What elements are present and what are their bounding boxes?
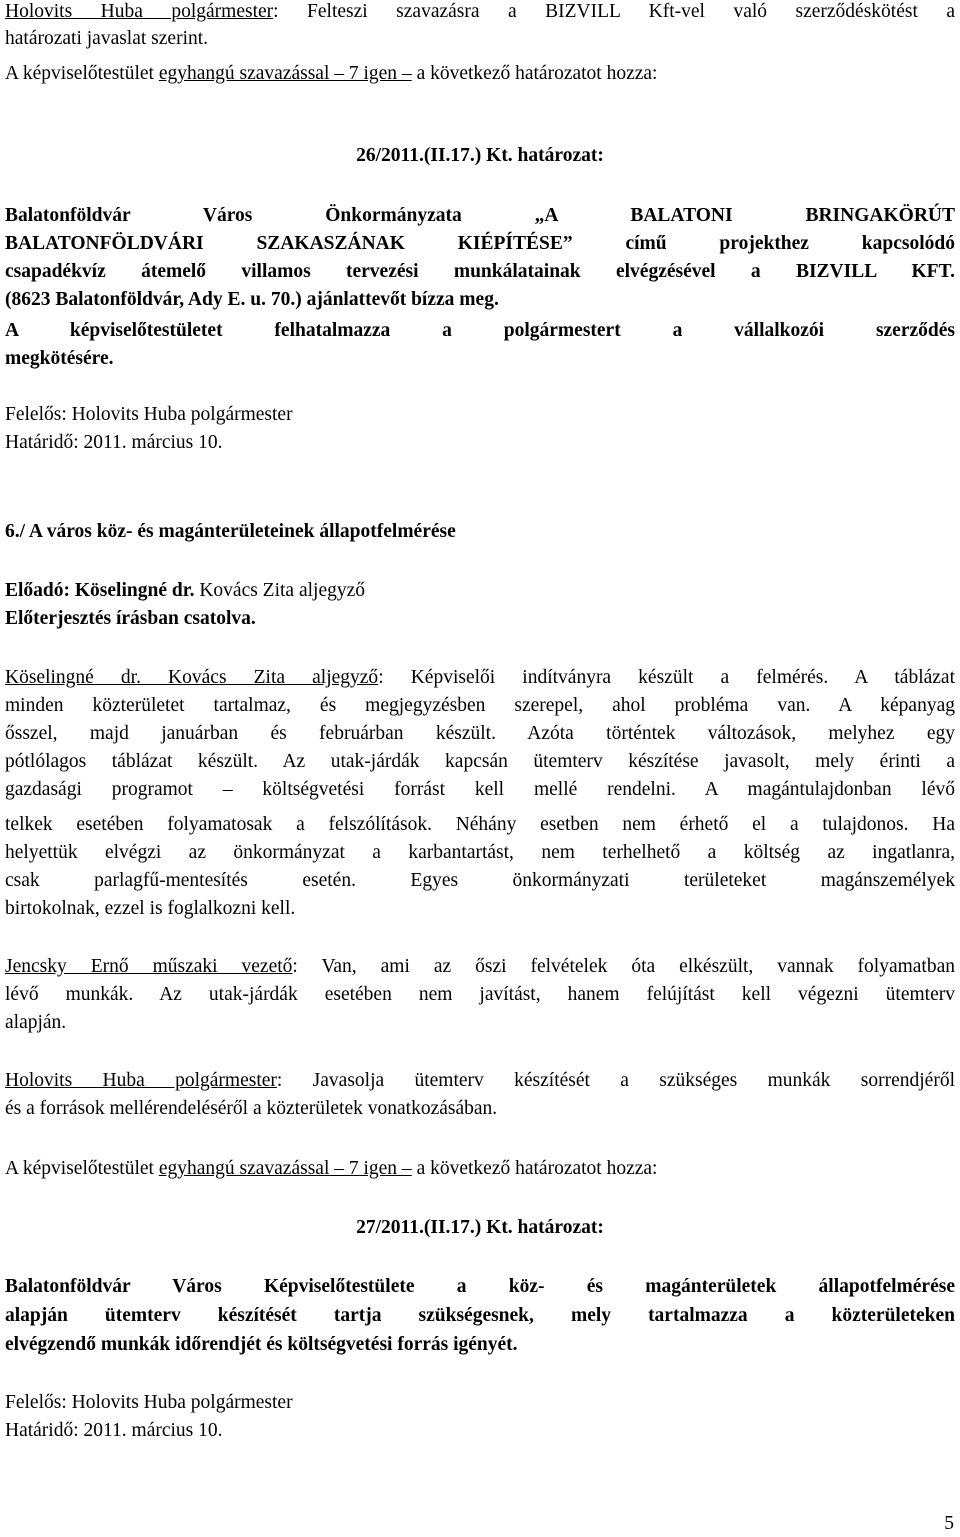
paragraph-line: Holovits Huba polgármester: Javasolja ütemterv készítését a szükséges munkák sorrendjéről [5, 1070, 955, 1091]
attachment-note: Előterjesztés írásban csatolva. [5, 608, 256, 629]
resolution-line: megkötésére. [5, 348, 114, 369]
page-number: 5 [944, 1513, 954, 1534]
paragraph-line: lévő munkák. Az utak-járdák esetében nem javítást, hanem felújítást kell végezni ütemterv [5, 984, 955, 1005]
paragraph-line: telkek esetében folyamatosak a felszólítások. Néhány esetben nem érhető el a tulajdonos. Ha [5, 814, 955, 835]
paragraph-line: gazdasági programot – költségvetési forrást kell mellé rendelni. A magántulajdonban lévő [5, 779, 955, 800]
resolution-line: Balatonföldvár Város Önkormányzata „A BALATONI BRINGAKÖRÚT [5, 205, 955, 226]
vote-line: A képviselőtestület egyhangú szavazással – 7 igen – a következő határozatot hozza: [5, 1158, 658, 1179]
speaker-name: Jencsky Ernő műszaki vezető [5, 956, 293, 977]
deadline-line: Határidő: 2011. március 10. [5, 1420, 223, 1441]
deadline-line: Határidő: 2011. március 10. [5, 432, 223, 453]
speech-text: : Felteszi szavazásra a BIZVILL Kft-vel való szerződéskötést a [273, 1, 955, 22]
agenda-title: 6./ A város köz- és magánterületeinek állapotfelmérése [5, 521, 456, 542]
paragraph-line: helyettük elvégzi az önkormányzat a karbantartást, nem terhelhető a költség az ingatlanra, [5, 842, 955, 863]
paragraph-line: ősszel, majd januárban és februárban készült. Azóta történtek változások, melyhez egy [5, 723, 955, 744]
vote-result: egyhangú szavazással – 7 igen – [158, 1158, 412, 1179]
paragraph-line: pótlólagos táblázat készült. Az utak-járdák kapcsán ütemterv készítése javasolt, mely érinti a [5, 751, 955, 772]
speaker-name: Köselingné dr. Kovács Zita aljegyző [5, 667, 379, 688]
resolution-line: Balatonföldvár Város Képviselőtestülete a köz- és magánterületek állapotfelmérése [5, 1276, 955, 1297]
paragraph-line: és a források mellérendeléséről a közterületek vonatkozásában. [5, 1098, 498, 1119]
paragraph-line: alapján. [5, 1012, 67, 1033]
resolution-line: (8623 Balatonföldvár, Ady E. u. 70.) ajánlattevőt bízza meg. [5, 289, 499, 310]
resolution-line: alapján ütemterv készítését tartja szükségesnek, mely tartalmazza a közterületeken [5, 1305, 955, 1326]
speaker-name: Holovits Huba polgármester [5, 1070, 277, 1091]
paragraph-line [5, 0, 955, 24]
responsible-line: Felelős: Holovits Huba polgármester [5, 1392, 293, 1413]
paragraph-line: Jencsky Ernő műszaki vezető: Van, ami az őszi felvételek óta elkészült, vannak folyamatban [5, 956, 956, 977]
vote-result: egyhangú szavazással – 7 igen – [158, 63, 412, 84]
resolution-line: csapadékvíz átemelő villamos tervezési munkálatainak elvégzésével a BIZVILL KFT. [5, 261, 955, 282]
resolution-number: 26/2011.(II.17.) Kt. határozat: [356, 145, 604, 166]
vote-line: A képviselőtestület egyhangú szavazással – 7 igen – a következő határozatot hozza: [5, 63, 658, 84]
paragraph-line: minden közterületet tartalmaz, és megjegyzésben szerepel, ahol probléma van. A képanyag [5, 695, 955, 716]
resolution-line: A képviselőtestületet felhatalmazza a polgármestert a vállalkozói szerződés [5, 320, 955, 341]
resolution-number: 27/2011.(II.17.) Kt. határozat: [356, 1217, 604, 1238]
resolution-line: elvégzendő munkák időrendjét és költségvetési forrás igényét. [5, 1334, 518, 1355]
presenter-line: Előadó: Köselingné dr. Kovács Zita aljegyző [5, 580, 366, 601]
paragraph-line: csak parlagfű-mentesítés esetén. Egyes önkormányzati területeket magánszemélyek [5, 870, 955, 891]
paragraph-line: Köselingné dr. Kovács Zita aljegyző: Képviselői indítványra készült a felmérés. A táblázat [5, 667, 956, 688]
paragraph-line: határozati javaslat szerint. [5, 28, 209, 49]
resolution-line: BALATONFÖLDVÁRI SZAKASZÁNAK KIÉPÍTÉSE” című projekthez kapcsolódó [5, 233, 955, 254]
paragraph-line: birtokolnak, ezzel is foglalkozni kell. [5, 898, 296, 919]
speaker-name: Holovits Huba polgármester [5, 1, 274, 22]
responsible-line: Felelős: Holovits Huba polgármester [5, 404, 293, 425]
